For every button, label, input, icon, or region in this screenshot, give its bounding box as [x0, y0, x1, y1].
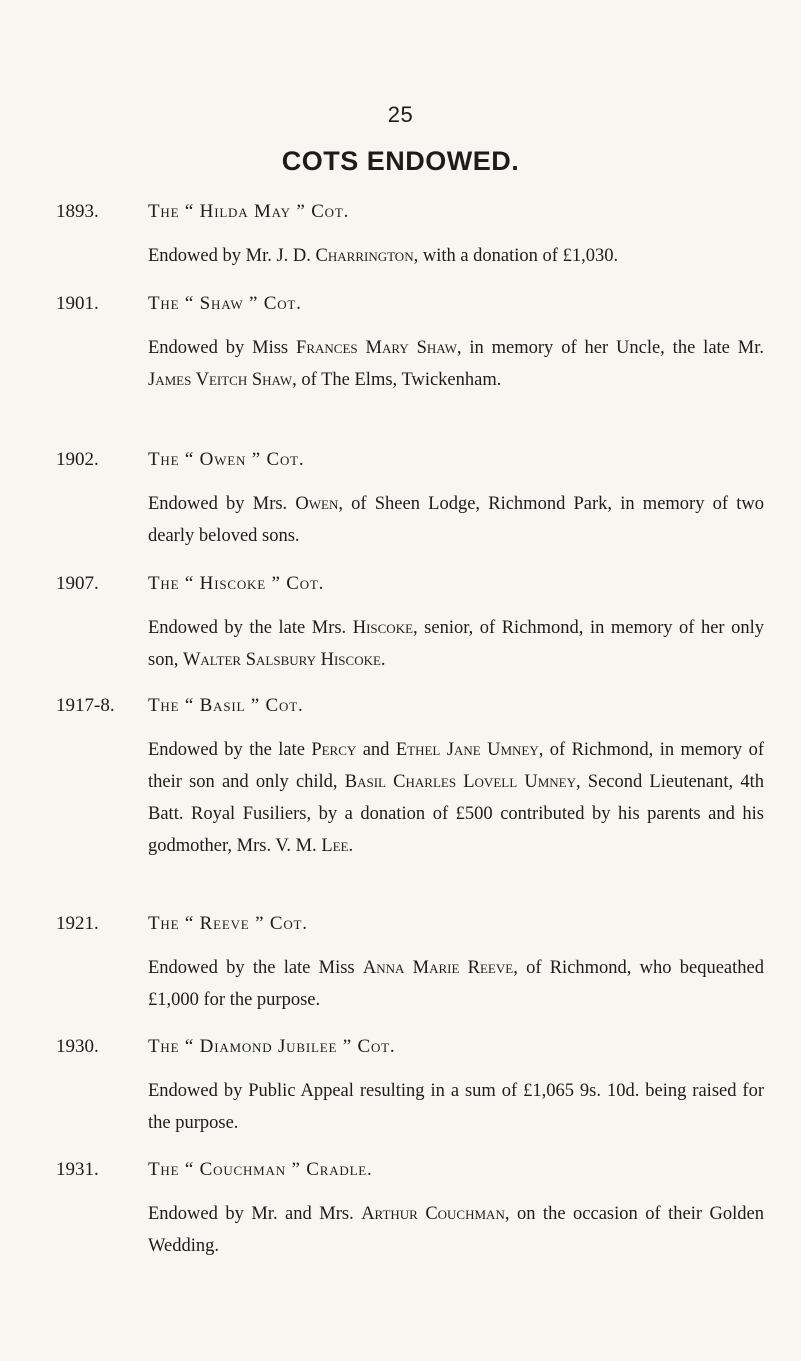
- entry-name-text: Charrington: [315, 246, 414, 266]
- entry-name-text: Anna Marie Reeve: [362, 958, 514, 978]
- entry-heading: The “ Shaw ” Cot.: [148, 293, 302, 314]
- entry-text: .: [348, 836, 354, 856]
- entry-year: 1917-8.: [56, 695, 115, 716]
- entry-text: , Second Lieutenant, 4th Batt. Royal Fusiliers, by a donation of £500 contributed by his parents and his godmother, Mrs. V. M.: [148, 772, 764, 856]
- entry-body: [148, 734, 764, 862]
- entry-heading: The “ Diamond Jubilee ” Cot.: [148, 1036, 396, 1057]
- entry-heading: The “ Hilda May ” Cot.: [148, 201, 350, 222]
- entry-body: [148, 332, 764, 396]
- entry-year: 1893.: [56, 201, 99, 222]
- entry-body: [148, 1075, 764, 1139]
- entry-body: [148, 488, 764, 552]
- entry-name-text: Owen: [295, 494, 339, 514]
- entry-heading: The “ Owen ” Cot.: [148, 449, 305, 470]
- entry-text: , of Sheen Lodge, Richmond Park, in memory of two dearly beloved sons.: [148, 494, 764, 546]
- entry-text: , with a donation of £1,030.: [413, 246, 619, 266]
- entry-heading: The “ Reeve ” Cot.: [148, 913, 308, 934]
- entry-year: 1921.: [56, 913, 99, 934]
- entry-name-text: Lee: [321, 836, 349, 856]
- entry-text: Endowed by the late Miss: [148, 958, 363, 978]
- entry-text: , of Richmond, who bequeathed £1,000 for the purpose.: [148, 958, 764, 1010]
- entry-year: 1901.: [56, 293, 99, 314]
- entry-text: , of The Elms, Twickenham.: [292, 370, 502, 390]
- entry-body: [148, 240, 764, 272]
- entry-text: , of Richmond, in memory of their son and only child,: [148, 740, 764, 792]
- entry-name-text: Hiscoke: [352, 618, 414, 638]
- entry-text: , on the occasion of their Golden Wedding.: [148, 1204, 764, 1256]
- entry-name-text: Ethel Jane Umney: [395, 740, 539, 760]
- entry-body: [148, 612, 764, 676]
- entry-text: Endowed by Mrs.: [148, 494, 296, 514]
- entry-text: Endowed by the late Mrs.: [148, 618, 353, 638]
- entry-heading: The “ Hiscoke ” Cot.: [148, 573, 325, 594]
- entry-year: 1907.: [56, 573, 99, 594]
- entry-text: Endowed by Mr. and Mrs.: [148, 1204, 362, 1224]
- entry-body: [148, 952, 764, 1016]
- entry-text: and: [356, 740, 396, 760]
- entry-text: Endowed by Mr. J. D.: [148, 246, 316, 266]
- entry-text: Endowed by the late: [148, 740, 312, 760]
- page-title: COTS ENDOWED.: [281, 146, 520, 176]
- entry-text: , in memory of her Uncle, the late Mr.: [456, 338, 764, 358]
- entry-text: Endowed by Public Appeal resulting in a sum of £1,065 9s. 10d. being raised for the purpose.: [148, 1081, 764, 1133]
- entry-name-text: Frances Mary Shaw: [296, 338, 457, 358]
- entry-year: 1902.: [56, 449, 99, 470]
- page-number: 25: [387, 102, 414, 127]
- entry-name-text: Walter Salsbury Hiscoke: [182, 650, 381, 670]
- entry-name-text: Basil Charles Lovell Umney: [344, 772, 576, 792]
- entry-heading: The “ Couchman ” Cradle.: [148, 1159, 373, 1180]
- entry-body: [148, 1198, 764, 1262]
- entry-name-text: Percy: [311, 740, 357, 760]
- entry-year: 1930.: [56, 1036, 99, 1057]
- entry-text: , senior, of Richmond, in memory of her only son,: [148, 618, 764, 670]
- entry-year: 1931.: [56, 1159, 99, 1180]
- entry-heading: The “ Basil ” Cot.: [148, 695, 304, 716]
- entry-name-text: Arthur Couchman: [361, 1204, 505, 1224]
- entry-text: .: [380, 650, 386, 670]
- entry-text: Endowed by Miss: [148, 338, 297, 358]
- entry-name-text: James Veitch Shaw: [148, 370, 293, 390]
